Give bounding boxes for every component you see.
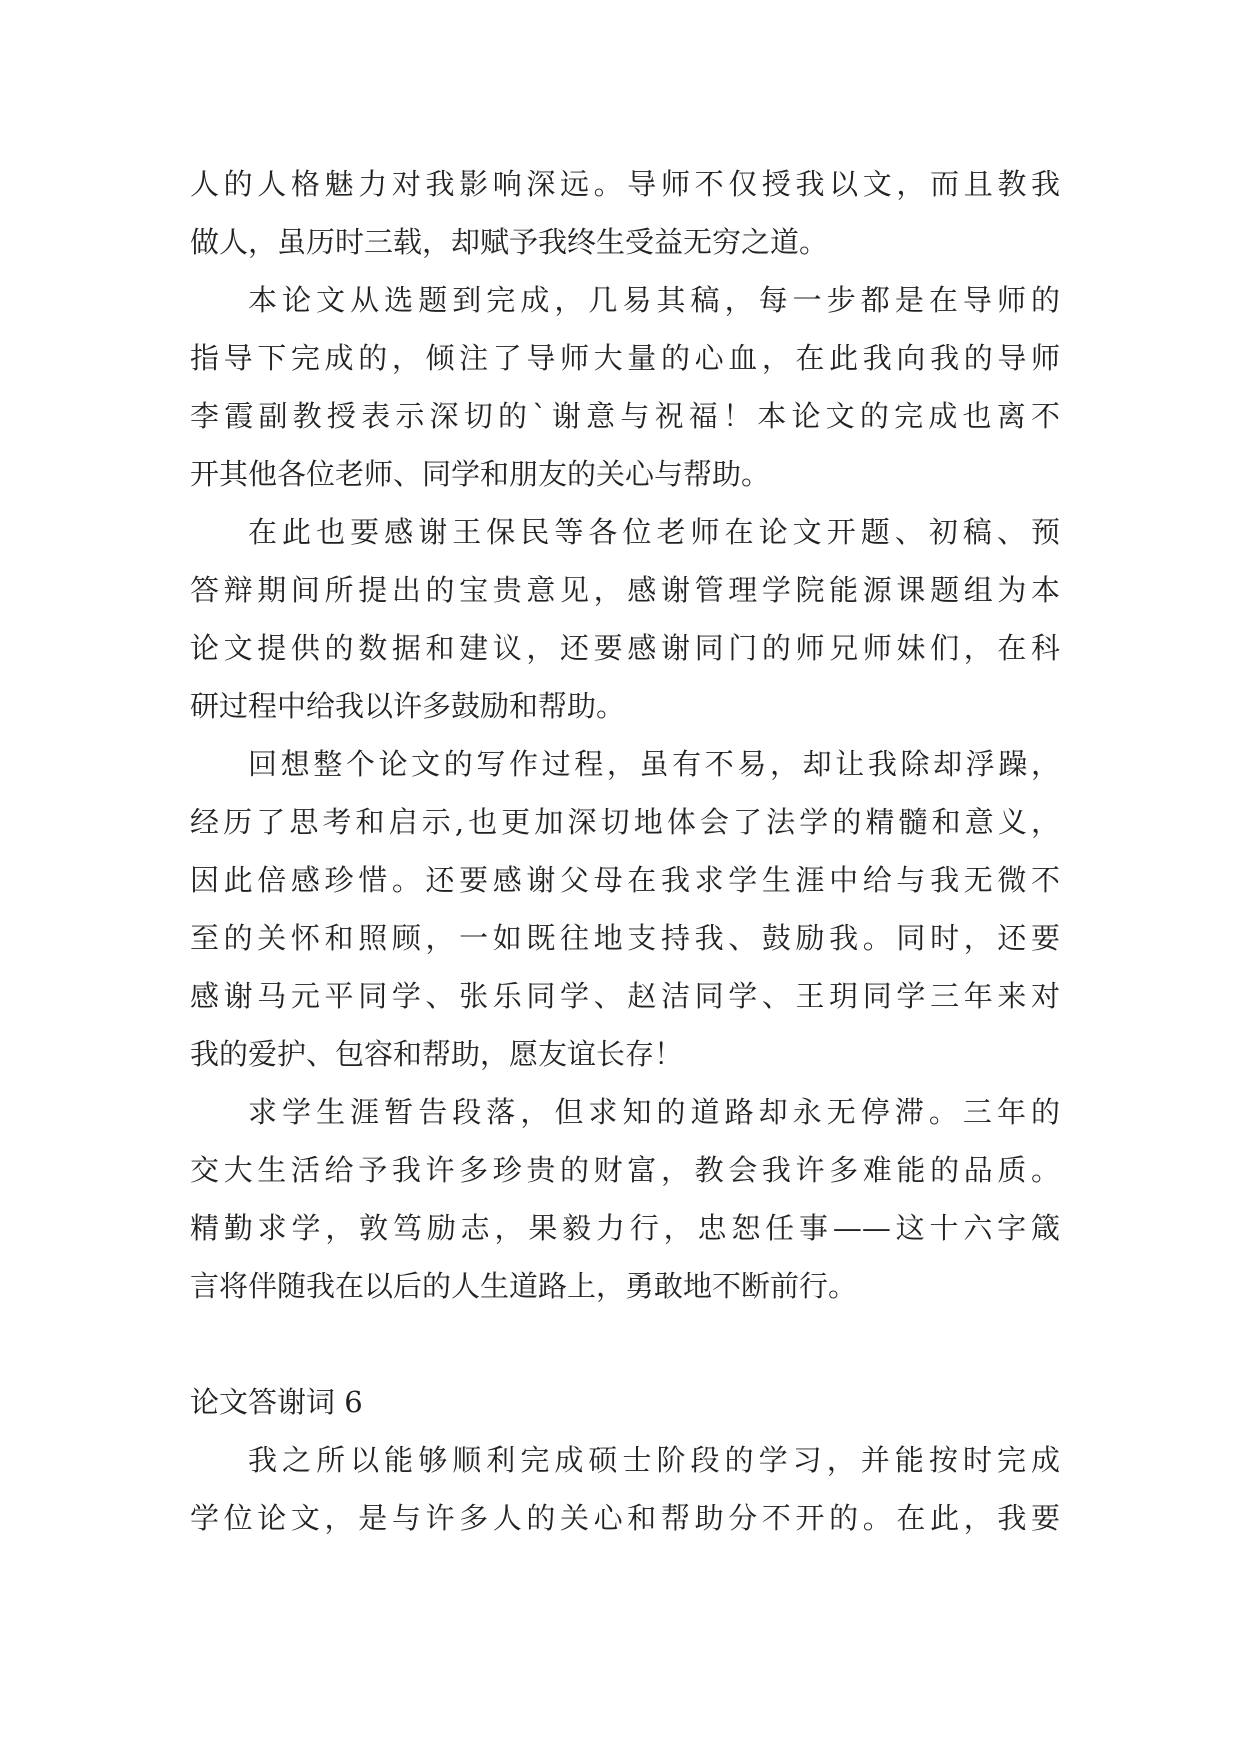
paragraph-4 [190,735,1060,1083]
text-line: 我之所以能够顺利完成硕士阶段的学习，并能按时完成 [248,1443,1060,1477]
text-line: 本论文从选题到完成，几易其稿，每一步都是在导师的 [248,283,1060,317]
paragraph-3 [190,503,1060,735]
paragraph-2 [190,271,1060,503]
paragraph-5 [190,1083,1060,1315]
section-heading: 论文答谢词 6 [190,1385,363,1419]
text-line: 开其他各位老师、同学和朋友的关心与帮助。 [190,457,771,491]
text-line: 指导下完成的，倾注了导师大量的心血，在此我向我的导师 [190,341,1060,375]
text-line: 人的人格魅力对我影响深远。导师不仅授我以文，而且教我 [190,167,1060,201]
text-line: 经历了思考和启示,也更加深切地体会了法学的精髓和意义， [190,805,1060,839]
text-line: 至的关怀和照顾，一如既往地支持我、鼓励我。同时，还要 [190,921,1060,955]
text-line: 答辩期间所提出的宝贵意见，感谢管理学院能源课题组为本 [190,573,1060,607]
text-line: 感谢马元平同学、张乐同学、赵洁同学、王玥同学三年来对 [190,979,1060,1013]
text-line: 研过程中给我以许多鼓励和帮助。 [190,689,626,723]
text-line: 论文提供的数据和建议，还要感谢同门的师兄师妹们，在科 [190,631,1060,665]
text-line: 交大生活给予我许多珍贵的财富，教会我许多难能的品质。 [190,1153,1060,1187]
text-line: 在此也要感谢王保民等各位老师在论文开题、初稿、预 [248,515,1060,549]
text-line: 因此倍感珍惜。还要感谢父母在我求学生涯中给与我无微不 [190,863,1060,897]
text-line: 李霞副教授表示深切的`谢意与祝福！本论文的完成也离不 [190,399,1060,433]
text-line: 我的爱护、包容和帮助，愿友谊长存！ [190,1037,684,1071]
text-line: 学位论文，是与许多人的关心和帮助分不开的。在此，我要 [190,1501,1060,1535]
paragraph-6 [190,1431,1060,1547]
text-line: 回想整个论文的写作过程，虽有不易，却让我除却浮躁， [248,747,1060,781]
document-body [190,155,1060,1547]
text-line: 做人，虽历时三载，却赋予我终生受益无穷之道。 [190,225,829,259]
text-line: 求学生涯暂告段落，但求知的道路却永无停滞。三年的 [248,1095,1060,1129]
paragraph-1 [190,155,1060,271]
text-line: 精勤求学，敦笃励志，果毅力行，忠恕任事——这十六字箴 [190,1211,1060,1245]
text-line: 言将伴随我在以后的人生道路上，勇敢地不断前行。 [190,1269,858,1303]
